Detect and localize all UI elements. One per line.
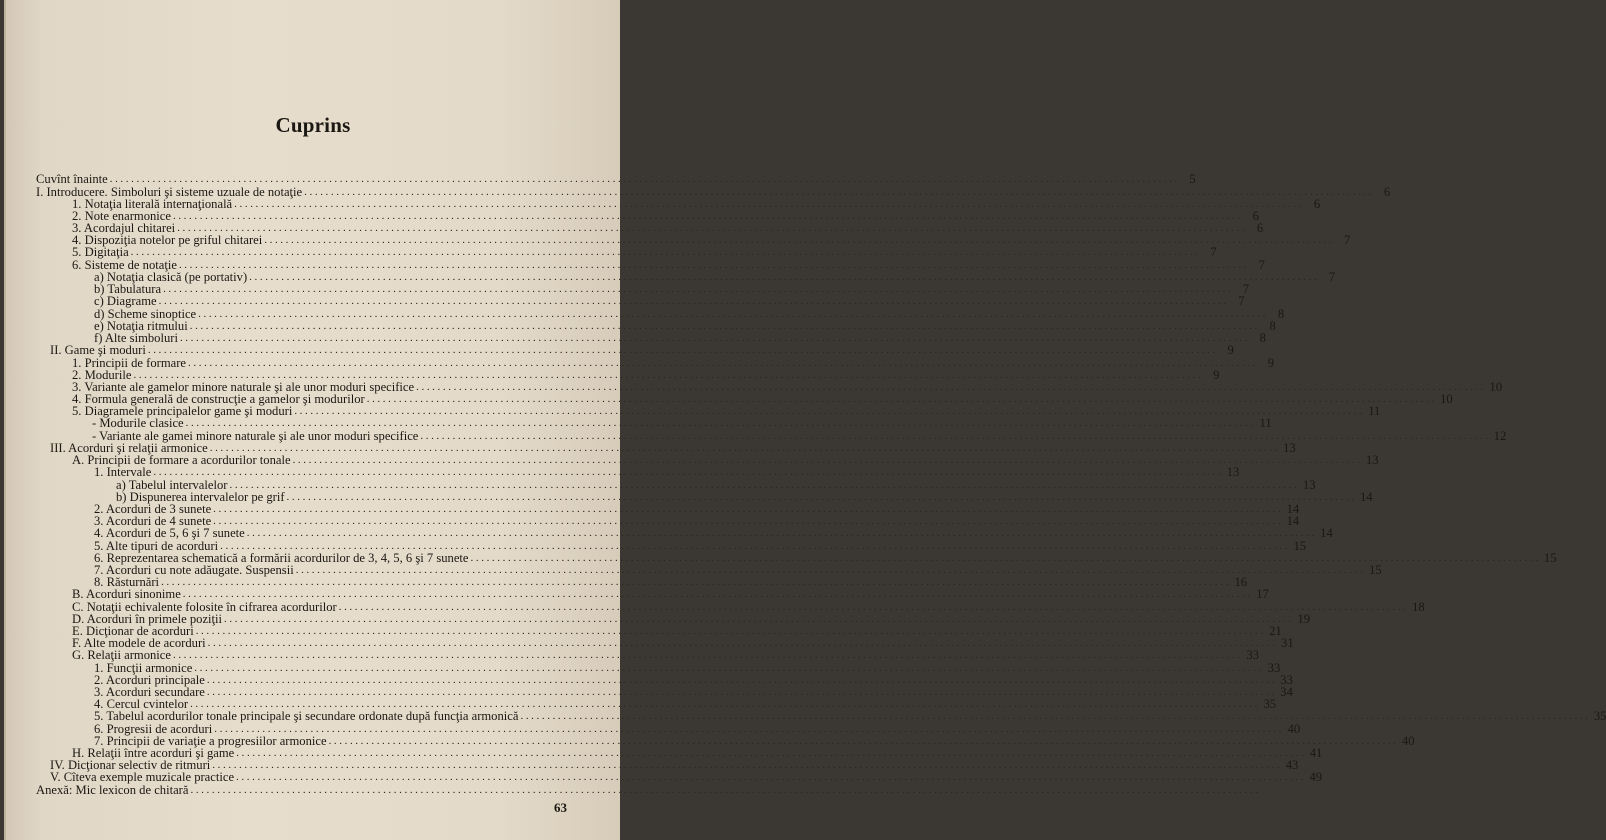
dot-leader: ........................................................................................................................................................................................................ (295, 564, 1366, 576)
toc-entry-title: 4. Acorduri de 5, 6 şi 7 sunete (94, 526, 245, 540)
toc-entry-page: 7 (1328, 270, 1336, 284)
toc-entry-page: 8 (1277, 307, 1285, 321)
toc-entry-title: d) Scheme sinoptice (94, 307, 197, 321)
toc-entry-title: 2. Acorduri principale (94, 673, 205, 687)
toc-entry-title: E. Dicţionar de acorduri (72, 624, 194, 638)
dot-leader: ........................................................................................................................................................................................................ (264, 234, 1335, 246)
toc-entry-title: C. Notaţii echivalente folosite în cifrarea acordurilor (72, 600, 337, 614)
toc-entry-title: 5. Diagramele principalelor game şi moduri (72, 404, 293, 418)
toc-entry-page: 35 (1593, 709, 1606, 723)
toc-entry-title: F. Alte modele de acorduri (72, 636, 206, 650)
toc-entry-page: 11 (1368, 404, 1381, 418)
dot-leader: ........................................................................................................................................................................................................ (249, 271, 1320, 283)
dot-leader: ........................................................................................................................................................................................................ (294, 405, 1365, 417)
dot-leader: ........................................................................................................................................................................................................ (206, 674, 1277, 686)
toc-entry-page: 9 (1267, 356, 1275, 370)
toc-entry-title: 1. Notaţia literală internaţională (72, 197, 233, 211)
toc-entry-page: 15 (1543, 551, 1557, 565)
toc-entry-page: 11 (1259, 416, 1272, 430)
toc-entry-page: 19 (1297, 612, 1311, 626)
toc-entry-title: 2. Note enarmonice (72, 209, 171, 223)
toc-entry[interactable] (50, 343, 1234, 357)
toc-entry-title: 1. Funcţii armonice (94, 661, 193, 675)
dot-leader: ........................................................................................................................................................................................................ (338, 601, 1409, 613)
toc-entry-page: 49 (1309, 770, 1323, 784)
toc-entry[interactable] (94, 465, 1240, 479)
toc-entry-page: 6 (1256, 221, 1264, 235)
dot-leader: ........................................................................................................................................................................................................ (158, 295, 1229, 307)
toc-entry-page: 15 (1293, 539, 1307, 553)
toc-entry-page: 13 (1365, 453, 1379, 467)
toc-entry-title: V. Cîteva exemple muzicale practice (50, 770, 235, 784)
toc-entry-page: 13 (1226, 465, 1240, 479)
dot-leader: ........................................................................................................................................................................................................ (212, 759, 1283, 771)
toc-entry-title: 4. Cercul cvintelor (94, 697, 189, 711)
toc-entry-page: 14 (1359, 490, 1373, 504)
toc-entry-page: 14 (1286, 502, 1300, 516)
dot-leader: ........................................................................................................................................................................................................ (224, 613, 1295, 625)
toc-entry-title: III. Acorduri şi relaţii armonice (50, 441, 208, 455)
toc-entry-title: 6. Sisteme de notaţie (72, 258, 177, 272)
toc-entry[interactable] (36, 172, 1196, 186)
toc-entry-title: a) Tabelul intervalelor (116, 478, 228, 492)
toc-entry-page: 7 (1258, 258, 1265, 272)
toc-entry-page: 12 (1493, 429, 1507, 443)
toc-entry-title: e) Notaţia ritmului (94, 319, 188, 333)
dot-leader: ........................................................................................................................................................................................................ (328, 735, 1399, 747)
dot-leader: ........................................................................................................................................................................................................ (189, 320, 1260, 332)
dot-leader: ........................................................................................................................................................................................................ (229, 479, 1300, 491)
toc-entry-page: 7 (1238, 294, 1245, 308)
toc-entry-page: 8 (1259, 331, 1266, 345)
toc-entry-page: 33 (1246, 648, 1259, 662)
dot-leader: ........................................................................................................................................................................................................ (198, 308, 1269, 320)
toc-entry-page: 15 (1369, 563, 1382, 577)
dot-leader: ........................................................................................................................................................................................................ (207, 637, 1278, 649)
dot-leader: ........................................................................................................................................................................................................ (213, 515, 1284, 527)
dot-leader: ........................................................................................................................................................................................................ (236, 747, 1307, 759)
toc-entry-page: 18 (1412, 600, 1425, 614)
toc-entry-title: Anexă: Mic lexicon de chitară (36, 783, 189, 797)
toc-entry-page: 10 (1440, 392, 1453, 406)
toc-entry-title: 5. Alte tipuri de acorduri (94, 539, 219, 553)
dot-leader: ........................................................................................................................................................................................................ (163, 283, 1234, 295)
dot-leader: ........................................................................................................................................................................................................ (190, 698, 1261, 710)
dot-leader: ........................................................................................................................................................................................................ (366, 393, 1437, 405)
dot-leader: ........................................................................................................................................................................................................ (172, 210, 1243, 222)
toc-entry[interactable] (94, 709, 1606, 723)
toc-entry[interactable] (94, 526, 1333, 540)
toc-entry-page: 33 (1280, 673, 1293, 687)
dot-leader: ........................................................................................................................................................................................................ (286, 491, 1357, 503)
toc-entry-title: Cuvînt înainte (36, 172, 108, 186)
dot-leader: ........................................................................................................................................................................................................ (130, 246, 1201, 258)
toc-entry-title: IV. Dicţionar selectiv de ritmuri (50, 758, 211, 772)
toc-entry-title: 2. Acorduri de 3 sunete (94, 502, 212, 516)
toc-entry-title: 3. Variante ale gamelor minore naturale şi ale unor moduri specifice (72, 380, 415, 394)
book-page (4, 0, 1606, 840)
toc-entry-title: D. Acorduri în primele poziţii (72, 612, 223, 626)
toc-entry-page: 7 (1343, 233, 1351, 247)
dot-leader: ........................................................................................................................................................................................................ (161, 576, 1232, 588)
toc-entry-page: 40 (1401, 734, 1415, 748)
dot-leader: ........................................................................................................................................................................................................ (195, 625, 1266, 637)
page-number: 63 (554, 800, 567, 815)
toc-entry[interactable] (50, 770, 1323, 784)
toc-entry-page: 10 (1489, 380, 1503, 394)
toc-entry-page: 5 (1189, 172, 1196, 186)
toc-entry[interactable] (94, 294, 1245, 308)
toc-entry-page: 14 (1286, 514, 1300, 528)
toc-entry-title: b) Tabulatura (94, 282, 162, 296)
toc-entry[interactable] (72, 648, 1259, 662)
dot-leader: ........................................................................................................................................................................................................ (194, 662, 1265, 674)
toc-entry-title: G. Relaţii armonice (72, 648, 171, 662)
toc-entry-title: a) Notaţia clasică (pe portativ) (94, 270, 248, 284)
toc-entry-page: 33 (1267, 661, 1281, 675)
dot-leader: ........................................................................................................................................................................................................ (185, 417, 1256, 429)
dot-leader: ........................................................................................................................................................................................................ (213, 503, 1284, 515)
dot-leader: ........................................................................................................................................................................................................ (470, 552, 1541, 564)
toc-entry-page: 6 (1313, 197, 1321, 211)
toc-entry[interactable] (36, 783, 1261, 797)
toc-entry-title: 7. Principii de variaţie a progresiilor armonice (94, 734, 327, 748)
toc-entry-title: H. Relaţii între acorduri şi game (72, 746, 235, 760)
toc-entry-page: 21 (1269, 624, 1282, 638)
toc-entry-title: I. Introducere. Simboluri şi sisteme uzuale de notaţie (36, 185, 303, 199)
toc-entry-page: 14 (1320, 526, 1333, 540)
toc-entry-title: 5. Digitaţia (72, 245, 129, 259)
page-title: Cuprins (275, 113, 351, 137)
toc-entry-title: 7. Acorduri cu note adăugate. Suspensii (94, 563, 294, 577)
dot-leader: ........................................................................................................................................................................................................ (153, 466, 1224, 478)
toc-entry-title: 4. Formula generală de construcţie a gamelor şi modurilor (72, 392, 365, 406)
dot-leader: ........................................................................................................................................................................................................ (188, 357, 1259, 369)
toc-entry-page: 40 (1287, 722, 1301, 736)
toc-entry[interactable] (72, 587, 1269, 601)
dot-leader: ........................................................................................................................................................................................................ (178, 259, 1249, 271)
toc-entry-title: 3. Acordajul chitarei (72, 221, 176, 235)
dot-leader: ........................................................................................................................................................................................................ (292, 454, 1363, 466)
toc-entry-title: A. Principii de formare a acordurilor tonale (72, 453, 291, 467)
toc-entry-title: B. Acorduri sinonime (72, 587, 181, 601)
dot-leader: ........................................................................................................................................................................................................ (172, 649, 1243, 661)
dot-leader: ........................................................................................................................................................................................................ (190, 784, 1261, 796)
dot-leader: ........................................................................................................................................................................................................ (234, 198, 1305, 210)
toc-entry-title: 5. Tabelul acordurilor tonale principale şi secundare ordonate după funcţia armonică (94, 709, 519, 723)
toc-entry-page: 6 (1383, 185, 1391, 199)
toc-entry-page: 6 (1252, 209, 1259, 223)
toc-entry-title: 3. Acorduri secundare (94, 685, 205, 699)
dot-leader: ........................................................................................................................................................................................................ (220, 540, 1291, 552)
toc-entry-title: c) Diagrame (94, 294, 157, 308)
toc-entry-page: 41 (1309, 746, 1323, 760)
toc-entry-page: 43 (1285, 758, 1299, 772)
dot-leader: ........................................................................................................................................................................................................ (209, 442, 1280, 454)
toc-entry-title: - Variante ale gamei minore naturale şi ale unor moduri specifice (92, 429, 419, 443)
toc-entry-title: 2. Modurile (72, 368, 132, 382)
toc-entry-page: 9 (1227, 343, 1234, 357)
dot-leader: ........................................................................................................................................................................................................ (147, 344, 1218, 356)
toc-entry-page: 16 (1234, 575, 1248, 589)
dot-leader: ........................................................................................................................................................................................................ (420, 430, 1491, 442)
toc-entry[interactable] (92, 416, 1272, 430)
toc-entry-page: 34 (1280, 685, 1293, 699)
toc-entry-title: II. Game şi moduri (50, 343, 146, 357)
dot-leader: ........................................................................................................................................................................................................ (416, 381, 1487, 393)
toc-entry-page: 7 (1242, 282, 1250, 296)
toc-entry-page: 13 (1302, 478, 1316, 492)
toc-entry-title: - Modurile clasice (92, 416, 184, 430)
toc-entry-title: 1. Principii de formare (72, 356, 187, 370)
toc-entry-page: 31 (1281, 636, 1294, 650)
dot-leader: ........................................................................................................................................................................................................ (182, 588, 1253, 600)
toc-entry-page: 17 (1256, 587, 1269, 601)
dot-leader: ........................................................................................................................................................................................................ (246, 527, 1317, 539)
dot-leader: ........................................................................................................................................................................................................ (179, 332, 1250, 344)
toc-entry-title: 8. Răsturnări (94, 575, 160, 589)
toc-entry-title: b) Dispunerea intervalelor pe grif (116, 490, 285, 504)
toc-entry-title: 6. Progresii de acorduri (94, 722, 213, 736)
dot-leader: ........................................................................................................................................................................................................ (177, 222, 1248, 234)
toc-entry-title: 6. Reprezentarea schematică a formării acordurilor de 3, 4, 5, 6 şi 7 sunete (94, 551, 469, 565)
toc-entry-title: 1. Intervale (94, 465, 152, 479)
toc-entry-page: 7 (1210, 245, 1217, 259)
dot-leader: ........................................................................................................................................................................................................ (133, 369, 1204, 381)
toc-entry-page: 35 (1263, 697, 1277, 711)
toc-entry-page: 13 (1283, 441, 1296, 455)
dot-leader: ........................................................................................................................................................................................................ (520, 710, 1591, 722)
dot-leader: ........................................................................................................................................................................................................ (206, 686, 1277, 698)
dot-leader: ........................................................................................................................................................................................................ (214, 723, 1285, 735)
toc-entry-page: 9 (1213, 368, 1220, 382)
toc-entry[interactable] (72, 245, 1217, 259)
dot-leader: ........................................................................................................................................................................................................ (236, 771, 1307, 783)
toc-entry-title: 4. Dispoziţia notelor pe griful chitarei (72, 233, 263, 247)
dot-leader: ........................................................................................................................................................................................................ (109, 173, 1180, 185)
toc-entry-title: f) Alte simboluri (94, 331, 178, 345)
dot-leader: ........................................................................................................................................................................................................ (304, 186, 1375, 198)
toc-entry-page: 8 (1269, 319, 1276, 333)
toc-entry-title: 3. Acorduri de 4 sunete (94, 514, 212, 528)
